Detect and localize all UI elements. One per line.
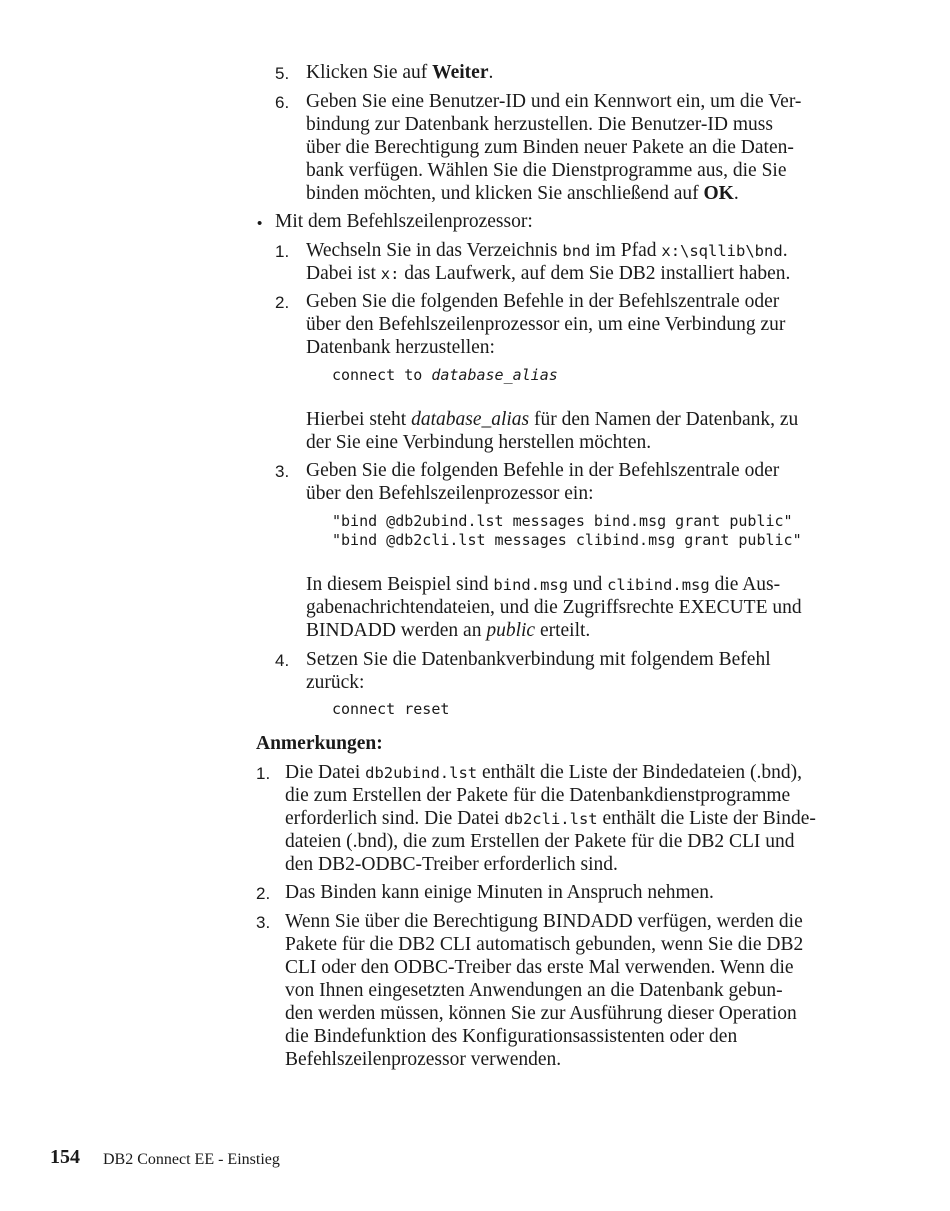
bullet-icon: • — [257, 215, 263, 232]
clp-step-4-line: Setzen Sie die Datenbankverbindung mit folgendem Befehl — [306, 649, 771, 670]
step-number: 3. — [275, 462, 290, 481]
note-1-line: die zum Erstellen der Pakete für die Datenbankdienstprogramme — [285, 785, 791, 806]
note-3-line: Befehlszeilenprozessor verwenden. — [285, 1049, 562, 1070]
step-number: 2. — [275, 293, 290, 312]
step-number: 1. — [275, 242, 290, 261]
clp-step-3-line: über den Befehlszeilenprozessor ein: — [306, 483, 594, 504]
code-block-line: "bind @db2ubind.lst messages bind.msg grant public" — [332, 512, 793, 530]
code-inline: bnd — [562, 242, 591, 260]
clp-step-3-after: In diesem Beispiel sind bind.msg und clibind.msg die Aus- — [306, 574, 781, 595]
step-number: 4. — [275, 651, 290, 670]
step-6-line: bindung zur Datenbank herzustellen. Die Benutzer-ID muss — [306, 114, 773, 135]
note-1-line: den DB2-ODBC-Treiber erforderlich sind. — [285, 854, 618, 875]
note-2-text: Das Binden kann einige Minuten in Anspruch nehmen. — [285, 882, 714, 903]
notes-heading: Anmerkungen: — [256, 733, 383, 754]
step-6-line: bank verfügen. Wählen Sie die Dienstprogramme aus, die Sie — [306, 160, 787, 181]
note-3-line: Pakete für die DB2 CLI automatisch gebunden, wenn Sie die DB2 — [285, 934, 804, 955]
step-6-line: Geben Sie eine Benutzer-ID und ein Kennwort ein, um die Ver- — [306, 91, 802, 112]
clp-step-2-line: Geben Sie die folgenden Befehle in der Befehlszentrale oder — [306, 291, 780, 312]
weiter-label: Weiter — [432, 62, 489, 83]
code-inline: x: — [380, 265, 400, 283]
note-number: 1. — [256, 764, 271, 783]
code-inline: bind.msg — [493, 576, 569, 594]
code-inline: clibind.msg — [607, 576, 710, 594]
note-3-line: von Ihnen eingesetzten Anwendungen an die Datenbank gebun- — [285, 980, 783, 1001]
code-block: connect to database_alias — [332, 366, 558, 384]
code-inline: x:\sqllib\bnd — [661, 242, 783, 260]
note-number: 3. — [256, 913, 271, 932]
clp-step-1-line: Dabei ist x: das Laufwerk, auf dem Sie DB2 installiert haben. — [306, 263, 791, 284]
clp-step-2-after: Hierbei steht database_alias für den Namen der Datenbank, zu — [306, 409, 799, 430]
note-1-line: erforderlich sind. Die Datei db2cli.lst enthält die Liste der Binde- — [285, 808, 816, 829]
footer-title: DB2 Connect EE - Einstieg — [103, 1151, 280, 1168]
note-3-line: CLI oder den ODBC-Treiber das erste Mal verwenden. Wenn die — [285, 957, 794, 978]
clp-step-3-line: Geben Sie die folgenden Befehle in der Befehlszentrale oder — [306, 460, 780, 481]
step-5-text: Klicken Sie auf Weiter. — [306, 62, 494, 83]
note-number: 2. — [256, 884, 271, 903]
code-inline: db2cli.lst — [504, 810, 598, 828]
note-3-line: Wenn Sie über die Berechtigung BINDADD verfügen, werden die — [285, 911, 803, 932]
page-number: 154 — [50, 1146, 80, 1168]
code-inline: db2ubind.lst — [365, 764, 478, 782]
step-6-line: über die Berechtigung zum Binden neuer Pakete an die Daten- — [306, 137, 794, 158]
bullet-text: Mit dem Befehlszeilenprozessor: — [275, 211, 533, 232]
clp-step-2-line: über den Befehlszeilenprozessor ein, um eine Verbindung zur — [306, 314, 786, 335]
ok-label: OK — [703, 183, 734, 204]
clp-step-4-line: zurück: — [306, 672, 365, 693]
note-1-line: dateien (.bnd), die zum Erstellen der Pakete für die DB2 CLI und — [285, 831, 795, 852]
clp-step-3-after: BINDADD werden an public erteilt. — [306, 620, 591, 641]
note-3-line: den werden müssen, können Sie zur Ausführung dieser Operation — [285, 1003, 797, 1024]
code-block: connect reset — [332, 700, 450, 718]
step-number: 5. — [275, 64, 290, 83]
clp-step-2-after: der Sie eine Verbindung herstellen möchten. — [306, 432, 652, 453]
step-6-line: binden möchten, und klicken Sie anschließend auf OK. — [306, 183, 739, 204]
clp-step-3-after: gabenachrichtendateien, und die Zugriffsrechte EXECUTE und — [306, 597, 802, 618]
note-3-line: die Bindefunktion des Konfigurationsassistenten oder den — [285, 1026, 738, 1047]
clp-step-2-line: Datenbank herzustellen: — [306, 337, 495, 358]
clp-step-1-line: Wechseln Sie in das Verzeichnis bnd im Pfad x:\sqllib\bnd. — [306, 240, 788, 261]
code-block-line: "bind @db2cli.lst messages clibind.msg grant public" — [332, 531, 802, 549]
note-1-line: Die Datei db2ubind.lst enthält die Liste der Bindedateien (.bnd), — [285, 762, 803, 783]
step-number: 6. — [275, 93, 290, 112]
